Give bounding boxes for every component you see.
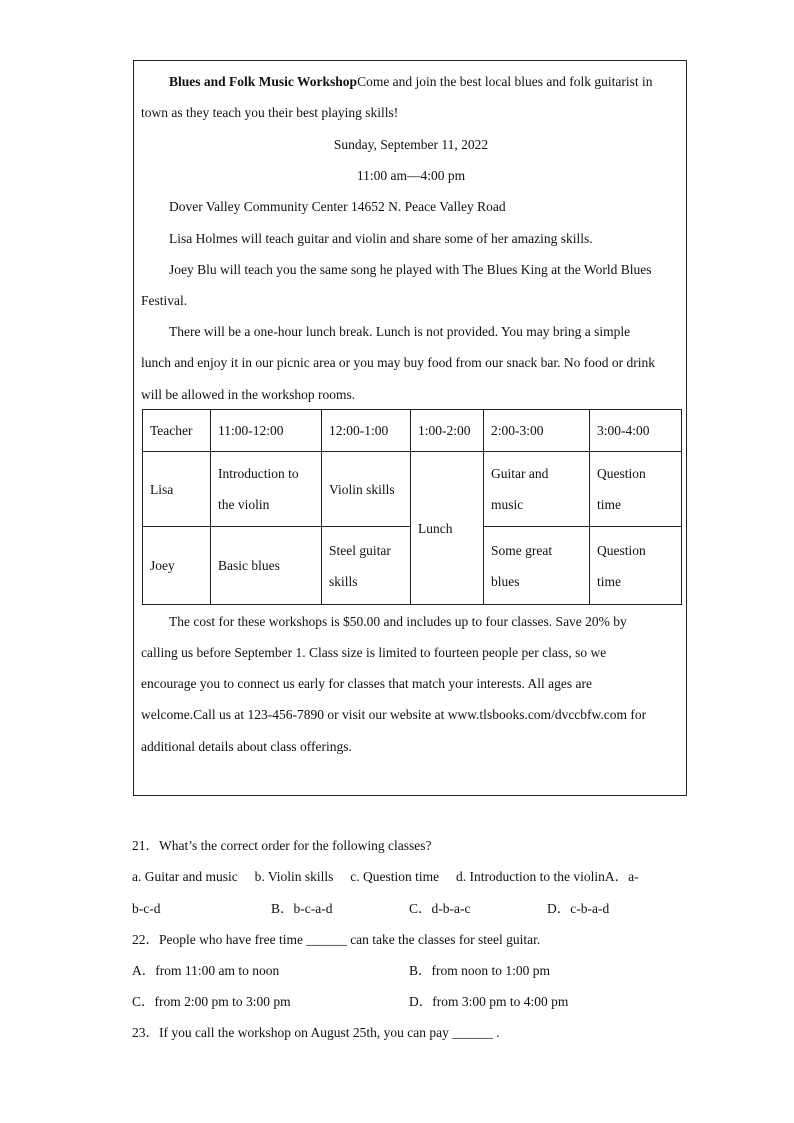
- header-teacher: Teacher: [143, 410, 211, 452]
- lisa-class-4: [484, 452, 590, 527]
- lisa-class-1-line-1: Introduction to: [218, 466, 299, 481]
- question-21-option-a-cont: b-c-d: [132, 901, 161, 916]
- lisa-class-2: Violin skills: [322, 452, 411, 527]
- question-22-option-c: C．from 2:00 pm to 3:00 pm: [132, 994, 291, 1009]
- question-22-option-a: A．from 11:00 am to noon: [132, 963, 280, 978]
- event-venue: Dover Valley Community Center 14652 N. Peace Valley Road: [169, 199, 506, 214]
- lisa-paragraph: Lisa Holmes will teach guitar and violin and share some of her amazing skills.: [169, 231, 593, 246]
- joey-class-4: [484, 527, 590, 605]
- header-slot-4: 2:00-3:00: [484, 410, 590, 452]
- intro-text: Come and join the best local blues and folk guitarist in: [357, 74, 653, 89]
- schedule-row-lisa: [143, 452, 682, 527]
- joey-class-4-line-2: blues: [491, 573, 520, 589]
- lunch-paragraph-line-3: will be allowed in the workshop rooms.: [141, 387, 356, 402]
- question-22-option-b: B．from noon to 1:00 pm: [409, 963, 550, 978]
- workshop-title: Blues and Folk Music Workshop: [169, 74, 358, 89]
- teacher-joey: Joey: [143, 527, 211, 605]
- joey-class-5: [590, 527, 682, 605]
- event-time: 11:00 am—4:00 pm: [356, 168, 466, 183]
- cost-paragraph-line-5: additional details about class offerings.: [141, 739, 352, 754]
- lunch-cell: Lunch: [411, 452, 484, 605]
- lunch-paragraph-line-1: There will be a one-hour lunch break. Lunch is not provided. You may bring a simple: [169, 324, 631, 339]
- joey-class-4-line-1: Some great: [491, 542, 553, 558]
- cost-paragraph-line-3: encourage you to connect us early for classes that match your interests. All ages are: [141, 676, 592, 691]
- lisa-class-1-line-2: the violin: [218, 497, 270, 512]
- schedule-table: [142, 409, 682, 605]
- joey-class-2-line-1: Steel guitar: [329, 542, 391, 558]
- question-21-option-c: C．d-b-a-c: [409, 901, 471, 916]
- joey-class-2: [322, 527, 411, 605]
- joey-class-5-line-1: Question: [597, 542, 646, 558]
- lunch-paragraph-line-2: lunch and enjoy it in our picnic area or you may buy food from our snack bar. No food or drink: [141, 355, 655, 370]
- intro-line-2: town as they teach you their best playing skills!: [141, 105, 399, 120]
- question-21-option-b: B．b-c-a-d: [271, 901, 333, 916]
- joey-class-5-line-2: time: [597, 573, 621, 589]
- lisa-class-5: [590, 452, 682, 527]
- question-21: 21．What’s the correct order for the following classes?: [132, 838, 432, 853]
- joey-paragraph-line-2: Festival.: [141, 293, 188, 308]
- lisa-class-1: [211, 452, 322, 527]
- cost-paragraph-line-4: welcome.Call us at 123-456-7890 or visit our website at www.tlsbooks.com/dvccbfw.com for: [141, 707, 647, 722]
- question-22: 22．People who have free time ______ can take the classes for steel guitar.: [132, 932, 541, 947]
- lisa-class-5-line-1: Question: [597, 466, 646, 481]
- joey-class-2-line-2: skills: [329, 573, 358, 589]
- header-slot-5: 3:00-4:00: [590, 410, 682, 452]
- cost-paragraph-line-1: The cost for these workshops is $50.00 and includes up to four classes. Save 20% by: [169, 614, 627, 629]
- header-slot-2: 12:00-1:00: [322, 410, 411, 452]
- header-slot-3: 1:00-2:00: [411, 410, 484, 452]
- header-slot-1: 11:00-12:00: [211, 410, 322, 452]
- joey-paragraph-line-1: Joey Blu will teach you the same song he played with The Blues King at the World Blues: [169, 262, 652, 277]
- lisa-class-4-line-2: music: [491, 497, 524, 512]
- question-21-items: a. Guitar and music b. Violin skills c. Question time d. Introduction to the violinA．a-: [132, 869, 639, 884]
- schedule-header-row: [143, 410, 682, 452]
- question-21-option-d: D．c-b-a-d: [547, 901, 610, 916]
- question-22-option-d: D．from 3:00 pm to 4:00 pm: [409, 994, 569, 1009]
- event-date: Sunday, September 11, 2022: [333, 137, 489, 152]
- lisa-class-5-line-2: time: [597, 497, 621, 512]
- lisa-class-4-line-1: Guitar and: [491, 466, 549, 481]
- cost-paragraph-line-2: calling us before September 1. Class size is limited to fourteen people per class, so we: [141, 645, 607, 660]
- intro-line-1: [169, 74, 653, 90]
- teacher-lisa: Lisa: [143, 452, 211, 527]
- question-23: 23．If you call the workshop on August 25th, you can pay ______ .: [132, 1025, 500, 1040]
- joey-class-1: Basic blues: [211, 527, 322, 605]
